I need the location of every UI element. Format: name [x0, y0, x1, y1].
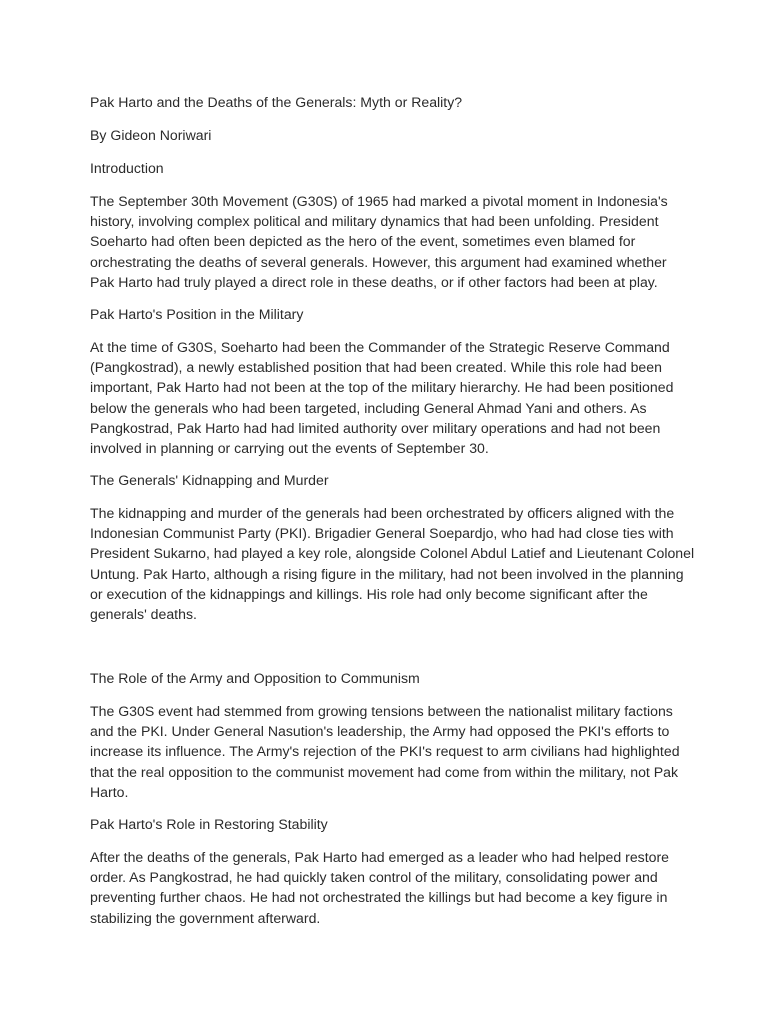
paragraph-introduction	[90, 191, 668, 292]
paragraph-stability	[90, 847, 669, 928]
paragraph-line: Soeharto had often been depicted as the hero of the event, sometimes even blamed for	[90, 233, 636, 250]
paragraph-line: The September 30th Movement (G30S) of 1965 had marked a pivotal moment in Indonesia's	[90, 193, 668, 209]
byline	[90, 125, 211, 145]
paragraph-line: Indonesian Communist Party (PKI). Brigadier General Soepardjo, who had had close ties with	[90, 525, 674, 542]
paragraph-line: below the generals who had been targeted, including General Ahmad Yani and others. As	[90, 399, 647, 416]
paragraph-line: order. As Pangkostrad, he had quickly taken control of the military, consolidating power and	[90, 869, 658, 886]
paragraph-line: Pangkostrad, Pak Harto had had limited authority over military operations and had not been	[90, 419, 661, 436]
section-heading-army	[90, 668, 420, 688]
paragraph-line: increase its influence. The Army's rejection of the PKI's request to arm civilians had highlighted	[90, 743, 680, 760]
heading-text: The Generals' Kidnapping and Murder	[90, 472, 329, 488]
paragraph-line: President Sukarno, had played a key role, alongside Colonel Abdul Latief and Lieutenant Colonel	[90, 545, 695, 562]
paragraph-line: (Pangkostrad), a newly established position that had been created. While this role had been	[90, 359, 662, 376]
paragraph-line: preventing further chaos. He had not orchestrated the killings but had become a key figure in	[90, 889, 668, 906]
paragraph-line: involved in planning or carrying out the events of September 30.	[90, 440, 489, 457]
paragraph-line: Harto.	[90, 783, 129, 800]
paragraph-line: history, involving complex political and military dynamics that had been unfolding. President	[90, 213, 659, 230]
paragraph-line: Pak Harto had truly played a direct role in these deaths, or if other factors had been at play.	[90, 273, 658, 290]
paragraph-line: stabilizing the government afterward.	[90, 909, 321, 926]
heading-text: Introduction	[90, 160, 164, 176]
heading-text: The Role of the Army and Opposition to Communism	[90, 670, 420, 686]
section-heading-stability	[90, 814, 328, 834]
paragraph-line: At the time of G30S, Soeharto had been the Commander of the Strategic Reserve Command	[90, 339, 670, 355]
paragraph-line: and the PKI. Under General Nasution's leadership, the Army had opposed the PKI's efforts to	[90, 723, 670, 740]
paragraph-kidnapping	[90, 503, 694, 624]
paragraph-line: The kidnapping and murder of the generals had been orchestrated by officers aligned with the	[90, 505, 675, 521]
paragraph-line: generals' deaths.	[90, 606, 197, 623]
title-text: Pak Harto and the Deaths of the Generals: Myth or Reality?	[90, 94, 463, 110]
paragraph-line: orchestrating the deaths of several generals. However, this argument had examined whether	[90, 253, 667, 270]
paragraph-line: that the real opposition to the communist movement had come from within the military, not Pak	[90, 763, 679, 780]
paragraph-line: Untung. Pak Harto, although a rising figure in the military, had not been involved in the planning	[90, 565, 684, 582]
paragraph-line: After the deaths of the generals, Pak Harto had emerged as a leader who had helped restore	[90, 849, 669, 865]
byline-text: By Gideon Noriwari	[90, 127, 212, 143]
paragraph-line: or execution of the kidnappings and killings. His role had only become significant after the	[90, 585, 648, 602]
paragraph-army	[90, 701, 680, 802]
section-heading-introduction	[90, 158, 164, 178]
paragraph-line: The G30S event had stemmed from growing tensions between the nationalist military factions	[90, 703, 673, 719]
paragraph-line: important, Pak Harto had not been at the top of the military hierarchy. He had been positioned	[90, 379, 674, 396]
document-title	[90, 92, 462, 112]
section-heading-kidnapping	[90, 470, 329, 490]
heading-text: Pak Harto's Role in Restoring Stability	[90, 816, 328, 832]
paragraph-position	[90, 337, 673, 458]
heading-text: Pak Harto's Position in the Military	[90, 306, 304, 322]
section-heading-position	[90, 304, 303, 324]
